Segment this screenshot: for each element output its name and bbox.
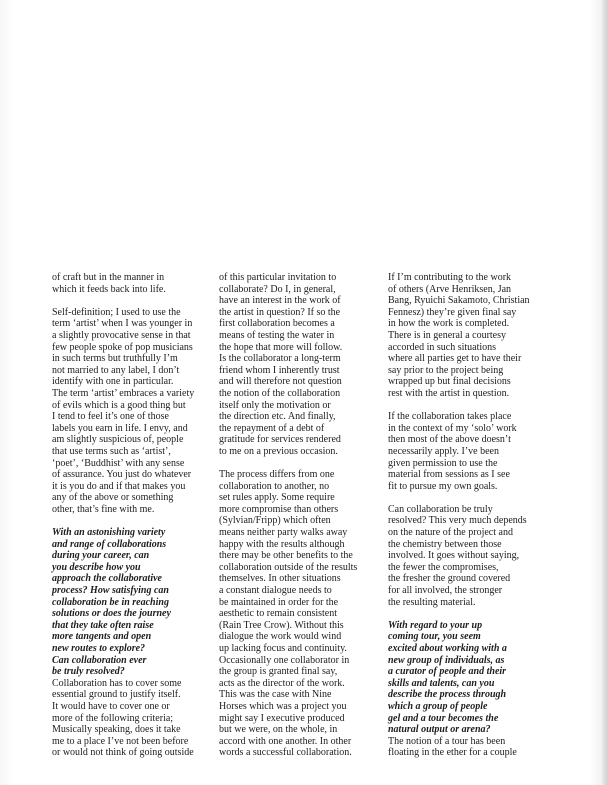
text-line: and will therefore not question xyxy=(219,376,342,388)
text-line: of assurance. You just do whatever xyxy=(52,469,192,481)
paragraph xyxy=(219,272,384,458)
text-line: collaboration outside of the results xyxy=(219,561,358,573)
text-line: the group is granted final say, xyxy=(219,666,338,678)
text-line: resolved? This very much depends xyxy=(388,515,527,527)
text-line: of evils which is a good thing but xyxy=(52,399,186,411)
text-line: Horses which was a project you xyxy=(219,700,347,712)
text-column-1 xyxy=(52,272,217,771)
text-line: have an interest in the work of xyxy=(219,295,341,307)
text-line: acts as the director of the work. xyxy=(219,677,345,689)
text-line: gratitude for services rendered xyxy=(219,434,341,446)
question-line: collaboration be in reaching xyxy=(52,596,169,608)
text-line: (Sylvian/Fripp) which often xyxy=(219,515,331,527)
text-line: If I’m contributing to the work xyxy=(388,272,512,283)
text-line: There is in general a courtesy xyxy=(388,329,507,341)
text-line: collaborate? Do I, in general, xyxy=(219,283,336,295)
text-line: of others (Arve Henriksen, Jan xyxy=(388,283,512,295)
text-line: in the context of my ‘solo’ work xyxy=(388,422,517,434)
text-line: the fresher the ground covered xyxy=(388,573,511,585)
text-line: there may be other benefits to the xyxy=(219,550,353,562)
text-line: given permission to use the xyxy=(388,457,498,469)
text-line: means neither party walks away xyxy=(219,527,348,539)
text-line: for all involved, the stronger xyxy=(388,585,503,597)
paragraph xyxy=(388,272,553,400)
question-line: solutions or does the journey xyxy=(52,608,171,620)
paragraph xyxy=(219,469,384,759)
text-line: on the nature of the project and xyxy=(388,527,513,539)
text-line: that use terms such as ‘artist’, xyxy=(52,445,171,457)
text-line: Can collaboration be truly xyxy=(388,503,493,515)
text-line: Is the collaborator a long-term xyxy=(219,353,341,365)
question-line: excited about working with a xyxy=(388,643,507,654)
answer-line: The notion of a tour has been xyxy=(388,735,506,747)
text-line: which it feeds back into life. xyxy=(52,283,166,295)
text-line: set rules apply. Some require xyxy=(219,492,335,504)
text-line: aesthetic to remain consistent xyxy=(219,608,338,620)
text-line: be maintained in order for the xyxy=(219,596,339,608)
paragraph xyxy=(388,504,553,608)
text-column-3 xyxy=(388,272,553,771)
text-line: any of the above or something xyxy=(52,492,174,504)
question-line: during your career, can xyxy=(52,550,150,562)
text-line: Occasionally one collaborator in xyxy=(219,654,350,666)
text-line: it is you do and if that makes you xyxy=(52,480,186,492)
text-line: necessarily apply. I’ve been xyxy=(388,445,499,457)
text-line: few people spoke of pop musicians xyxy=(52,341,193,353)
text-line: happy with the results although xyxy=(219,538,345,550)
text-line: a slightly provocative sense in that xyxy=(52,329,191,341)
text-line: the artist in question? If so the xyxy=(219,306,341,318)
text-line: themselves. In other situations xyxy=(219,573,341,585)
question-line: Can collaboration ever xyxy=(52,654,147,666)
question-line: skills and talents, can you xyxy=(388,677,495,689)
text-line: This was the case with Nine xyxy=(219,689,332,701)
question-line: gel and a tour becomes the xyxy=(388,712,499,724)
text-line: identify with one in particular. xyxy=(52,376,174,388)
answer-line: floating in the ether for a couple xyxy=(388,747,517,759)
text-line: the hope that more will follow. xyxy=(219,341,343,353)
text-line: the direction etc. And finally, xyxy=(219,411,336,423)
paragraph xyxy=(52,272,217,295)
text-line: The process differs from one xyxy=(219,469,335,481)
question-line: be truly resolved? xyxy=(52,666,125,678)
question-line: natural output or arena? xyxy=(388,724,491,736)
question-line: approach the collaborative xyxy=(52,573,162,585)
text-line: not married to any label, I don’t xyxy=(52,364,180,376)
text-line: the chemistry between those xyxy=(388,538,502,550)
question-line: you describe how you xyxy=(52,561,141,573)
text-line: Bang, Ryuichi Sakamoto, Christian xyxy=(388,295,530,307)
text-line: in such terms but truthfully I’m xyxy=(52,353,178,365)
interview-question xyxy=(388,620,553,759)
answer-line: Collaboration has to cover some xyxy=(52,677,182,689)
question-line: that they take often raise xyxy=(52,619,154,631)
text-line: wrapped up but final decisions xyxy=(388,376,511,388)
question-line: describe the process through xyxy=(388,689,507,701)
answer-line: more of the following criteria; xyxy=(52,712,174,724)
text-line: where all parties get to have their xyxy=(388,353,522,365)
text-line: involved. It goes without saying, xyxy=(388,550,520,562)
text-line: of craft but in the manner in xyxy=(52,272,165,283)
text-line: Self-definition; I used to use the xyxy=(52,306,181,318)
text-line: the resulting material. xyxy=(388,596,476,608)
text-line: accord with one another. In other xyxy=(219,735,352,747)
text-line: in how the work is completed. xyxy=(388,318,510,330)
question-line: coming tour, you seem xyxy=(388,631,481,643)
text-line: collaboration to another, no xyxy=(219,480,330,492)
text-line: words a successful collaboration. xyxy=(219,747,352,759)
text-line: friend whom I inherently trust xyxy=(219,364,340,376)
text-line: the repayment of a debt of xyxy=(219,422,325,434)
text-line: If the collaboration takes place xyxy=(388,411,512,423)
paragraph xyxy=(52,307,217,516)
text-line: labels you earn in life. I envy, and xyxy=(52,422,188,434)
text-line: to me on a previous occasion. xyxy=(219,445,338,457)
text-line: dialogue the work would wind xyxy=(219,631,342,643)
question-line: new group of individuals, as xyxy=(388,654,505,666)
question-line: With regard to your up xyxy=(388,619,483,631)
text-line: Fennesz) they’re given final say xyxy=(388,306,517,318)
question-line: which a group of people xyxy=(388,700,488,712)
text-line: means of testing the water in xyxy=(219,329,335,341)
text-line: the fewer the compromises, xyxy=(388,561,499,573)
text-line: ‘poet’, ‘Buddhist’ with any sense xyxy=(52,457,185,469)
text-line: fit to pursue my own goals. xyxy=(388,480,498,492)
text-line: (Rain Tree Crow). Without this xyxy=(219,619,344,631)
paragraph xyxy=(388,411,553,492)
text-column-2 xyxy=(219,272,384,771)
answer-line: essential ground to justify itself. xyxy=(52,689,181,701)
answer-line: me to a place I’ve not been before xyxy=(52,735,189,747)
text-line: material from sessions as I see xyxy=(388,469,510,481)
text-line: might say I executive produced xyxy=(219,712,345,724)
text-line: of this particular invitation to xyxy=(219,272,337,283)
text-line: rest with the artist in question. xyxy=(388,387,510,399)
question-line: more tangents and open xyxy=(52,631,152,643)
text-line: say prior to the project being xyxy=(388,364,504,376)
question-line: and range of collaborations xyxy=(52,538,167,550)
text-line: the notion of the collaboration xyxy=(219,387,341,399)
text-line: The term ‘artist’ embraces a variety xyxy=(52,387,195,399)
text-line: first collaboration becomes a xyxy=(219,318,335,330)
text-line: but we were, on the whole, in xyxy=(219,724,338,736)
text-line: a constant dialogue needs to xyxy=(219,585,332,597)
answer-line: It would have to cover one or xyxy=(52,700,170,712)
text-line: up lacking focus and continuity. xyxy=(219,643,347,654)
text-line: then most of the above doesn’t xyxy=(388,434,511,446)
question-line: process? How satisfying can xyxy=(52,585,169,597)
text-line: am slightly suspicious of, people xyxy=(52,434,184,446)
text-line: accorded in such situations xyxy=(388,341,497,353)
text-line: more compromise than others xyxy=(219,503,339,515)
answer-line: Musically speaking, does it take xyxy=(52,724,181,736)
text-line: I tend to feel it’s one of those xyxy=(52,411,169,423)
question-line: With an astonishing variety xyxy=(52,527,166,539)
text-line: term ‘artist’ when I was younger in xyxy=(52,318,193,330)
interview-question xyxy=(52,527,217,759)
question-line: new routes to explore? xyxy=(52,643,146,654)
text-line: other, that’s fine with me. xyxy=(52,503,155,515)
page-gutter-shadow xyxy=(602,0,608,785)
question-line: a curator of people and their xyxy=(388,666,507,678)
text-line: itself only the motivation or xyxy=(219,399,331,411)
answer-line: or would not think of going outside xyxy=(52,747,194,759)
